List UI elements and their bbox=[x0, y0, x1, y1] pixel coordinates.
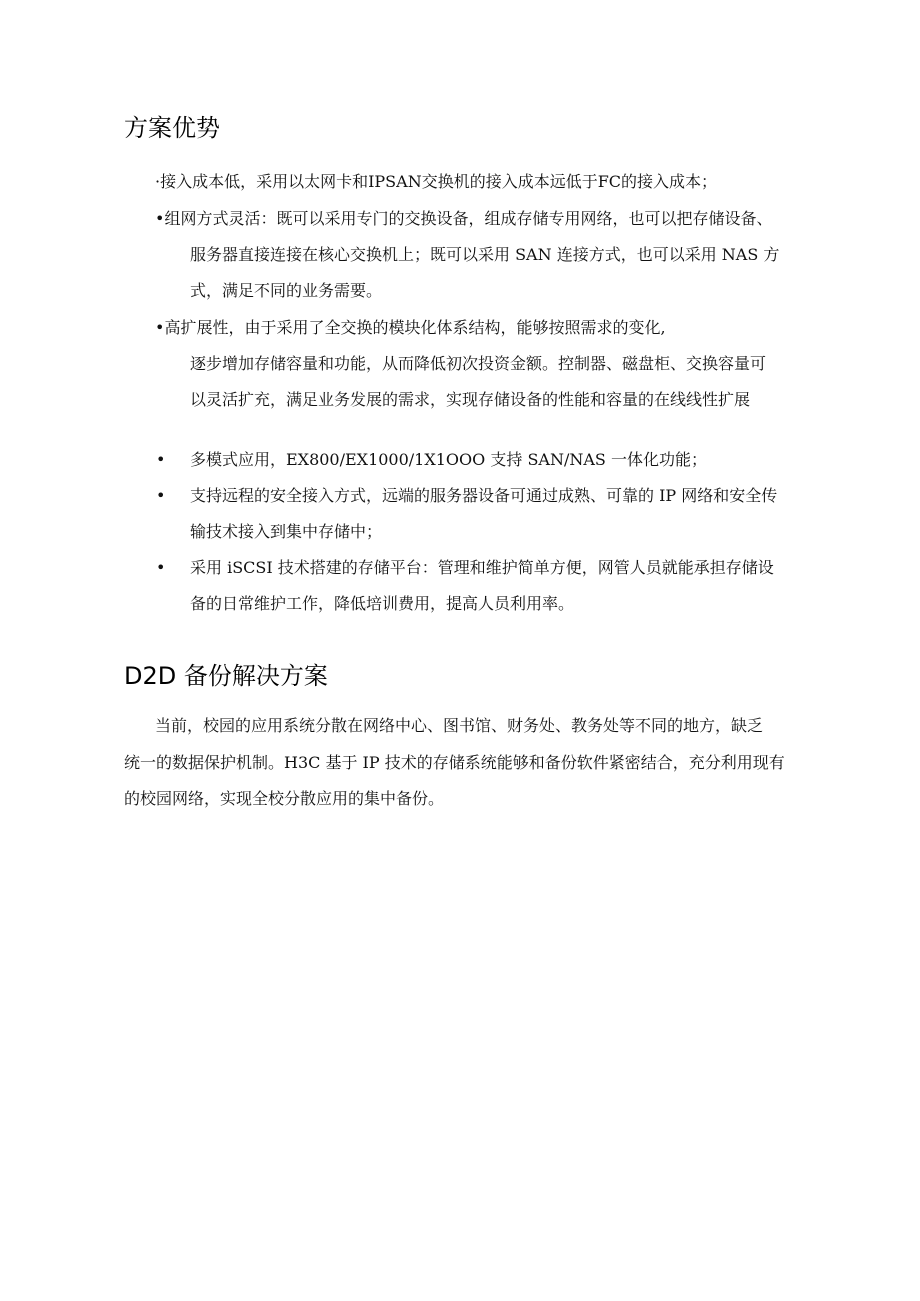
d2d-paragraph-line-3: 的校园网络，实现全校分散应用的集中备份。 bbox=[124, 789, 445, 808]
advantage-iscsi-line-2: 备的日常维护工作，降低培训费用，提高人员利用率。 bbox=[190, 594, 575, 613]
advantage-iscsi-line-1: 采用 iSCSI 技术搭建的存储平台：管理和维护简单方便，网管人员就能承担存储设 bbox=[190, 558, 774, 577]
advantage-flexible-networking-line-1: •组网方式灵活：既可以采用专门的交换设备，组成存储专用网络，也可以把存储设备、 bbox=[155, 209, 773, 228]
advantage-flexible-networking-line-2: 服务器直接连接在核心交换机上；既可以采用 SAN 连接方式，也可以采用 NAS 方 bbox=[190, 245, 780, 264]
advantage-low-cost-line-1: ·接入成本低，采用以太网卡和IPSAN交换机的接入成本远低于FC的接入成本； bbox=[155, 172, 718, 191]
d2d-paragraph-line-1: 当前，校园的应用系统分散在网络中心、图书馆、财务处、教务处等不同的地方，缺乏 bbox=[155, 716, 764, 735]
bullet-marker: • bbox=[156, 450, 166, 469]
advantage-remote-access-line-1: 支持远程的安全接入方式，远端的服务器设备可通过成熟、可靠的 IP 网络和安全传 bbox=[190, 486, 778, 505]
advantage-scalability-line-2: 逐步增加存储容量和功能，从而降低初次投资金额。控制器、磁盘柜、交换容量可 bbox=[190, 354, 767, 373]
advantage-flexible-networking-line-3: 式，满足不同的业务需要。 bbox=[190, 281, 383, 300]
section-heading-solution-advantages: 方案优势 bbox=[124, 114, 220, 142]
advantage-scalability-line-1: •高扩展性，由于采用了全交换的模块化体系结构，能够按照需求的变化, bbox=[155, 318, 666, 337]
advantage-remote-access-line-2: 输技术接入到集中存储中； bbox=[190, 522, 383, 541]
bullet-marker: • bbox=[156, 558, 166, 577]
d2d-paragraph-line-2: 统一的数据保护机制。H3C 基于 IP 技术的存储系统能够和备份软件紧密结合，充分利用现有 bbox=[124, 753, 785, 772]
advantage-multi-mode-line-1: 多模式应用，EX800/EX1000/1X1OOO 支持 SAN/NAS 一体化功能； bbox=[190, 450, 707, 469]
section-heading-d2d-backup: D2D 备份解决方案 bbox=[124, 662, 328, 690]
advantage-scalability-line-3: 以灵活扩充，满足业务发展的需求，实现存储设备的性能和容量的在线线性扩展 bbox=[190, 390, 751, 409]
bullet-marker: • bbox=[156, 486, 166, 505]
